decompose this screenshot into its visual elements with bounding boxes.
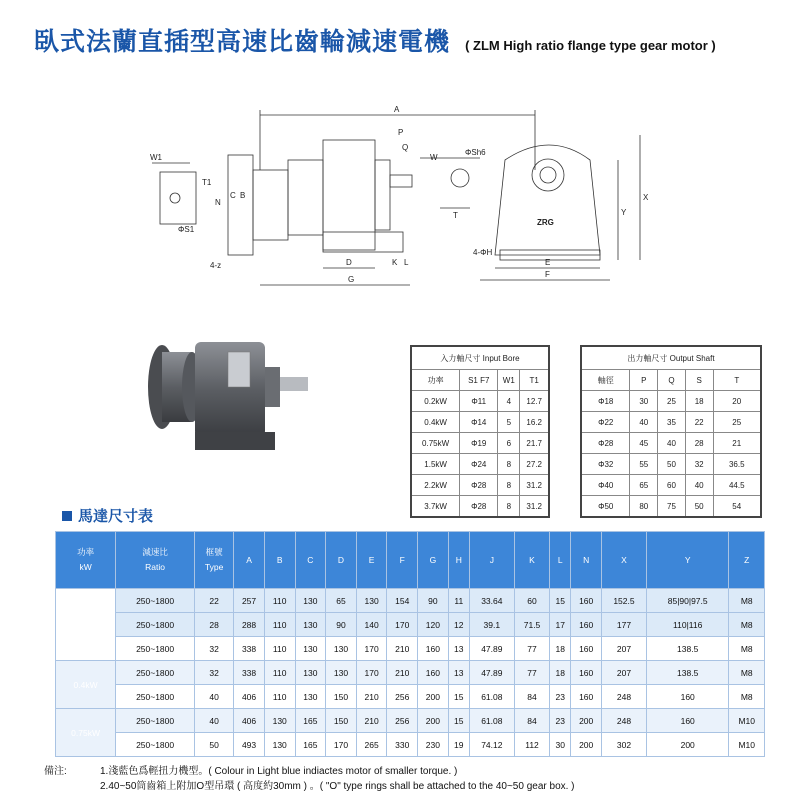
- table-cell: Φ18: [581, 391, 630, 412]
- table-row: [56, 685, 765, 709]
- table-cell: 60: [658, 475, 686, 496]
- table-cell: 152.5: [601, 589, 646, 613]
- table-cell: 250~1800: [116, 637, 195, 661]
- table-cell: 60: [514, 589, 549, 613]
- table-cell: Φ22: [581, 412, 630, 433]
- table-cell: 130: [295, 685, 326, 709]
- output-header: Q: [658, 370, 686, 391]
- table-cell: 36.5: [713, 454, 761, 475]
- table-cell: 32: [195, 637, 234, 661]
- dim-label-s1: ΦS1: [178, 225, 195, 234]
- table-cell: 2.2kW: [411, 475, 460, 496]
- table-cell: Φ28: [581, 433, 630, 454]
- table-cell: 84: [514, 709, 549, 733]
- table-cell: 200: [418, 685, 449, 709]
- table-row: [411, 496, 549, 518]
- gear-motor-photo: [140, 322, 320, 467]
- table-cell: 8: [498, 454, 520, 475]
- table-row: [56, 661, 765, 685]
- table-cell: M8: [729, 589, 765, 613]
- dim-label-4h: 4-ΦH: [473, 248, 493, 257]
- table-cell: 0.2kW: [411, 391, 460, 412]
- table-cell: 250~1800: [116, 661, 195, 685]
- table-cell: 257: [234, 589, 265, 613]
- table-cell: 40: [630, 412, 658, 433]
- table-cell: 230: [418, 733, 449, 757]
- table-cell: 256: [387, 709, 418, 733]
- table-cell: 406: [234, 709, 265, 733]
- table-cell: 74.12: [469, 733, 514, 757]
- table-cell: 130: [326, 661, 357, 685]
- dim-label-zrg: ZRG: [537, 218, 554, 227]
- notes-label: 備注:: [44, 766, 67, 777]
- table-cell: 160: [646, 709, 728, 733]
- table-cell: 45: [630, 433, 658, 454]
- note-line-1: 1.淺藍色爲輕扭力機型。( Colour in Light blue indiactes motor of smaller torque. ): [100, 766, 458, 777]
- table-cell: 50: [685, 496, 713, 518]
- output-table-body: [581, 391, 761, 518]
- dim-header: E: [356, 532, 387, 589]
- table-cell: 130: [295, 589, 326, 613]
- table-cell: 15: [550, 589, 571, 613]
- table-cell: 47.89: [469, 637, 514, 661]
- dim-label-k: K: [392, 258, 398, 267]
- table-row: [581, 475, 761, 496]
- dim-label-w: W: [430, 153, 438, 162]
- table-cell: 130: [326, 637, 357, 661]
- table-cell: 170: [326, 733, 357, 757]
- table-cell: 75: [658, 496, 686, 518]
- table-cell: 50: [658, 454, 686, 475]
- table-row: [581, 412, 761, 433]
- table-cell: 0.4kW: [411, 412, 460, 433]
- table-cell: 200: [571, 733, 602, 757]
- dim-label-g: G: [348, 275, 355, 284]
- page-title: [34, 22, 716, 58]
- table-cell: 130: [295, 637, 326, 661]
- table-cell: 77: [514, 661, 549, 685]
- dim-header: L: [550, 532, 571, 589]
- output-header: S: [685, 370, 713, 391]
- input-header: S1 F7: [460, 370, 498, 391]
- table-cell: 406: [234, 685, 265, 709]
- table-cell: 44.5: [713, 475, 761, 496]
- table-cell: 0.75kW: [411, 433, 460, 454]
- table-cell: 177: [601, 613, 646, 637]
- dim-label-t1: T1: [202, 178, 212, 187]
- table-cell: M8: [729, 661, 765, 685]
- dim-header: B: [264, 532, 295, 589]
- header-type: 框號 Type: [195, 532, 234, 589]
- dim-header: Y: [646, 532, 728, 589]
- table-cell: M10: [729, 733, 765, 757]
- table-row: [56, 709, 765, 733]
- table-cell: 22: [195, 589, 234, 613]
- table-cell: 18: [550, 637, 571, 661]
- table-cell: 15: [448, 685, 469, 709]
- table-cell: 27.2: [520, 454, 549, 475]
- table-cell: 248: [601, 709, 646, 733]
- dim-label-p: P: [398, 128, 404, 137]
- table-cell: 40: [195, 685, 234, 709]
- table-cell: 138.5: [646, 637, 728, 661]
- table-cell: 15: [448, 709, 469, 733]
- table-cell: Φ24: [460, 454, 498, 475]
- table-cell: 28: [685, 433, 713, 454]
- table-cell: 28: [195, 613, 234, 637]
- table-cell: 207: [601, 637, 646, 661]
- table-cell: 338: [234, 637, 265, 661]
- table-cell: 6: [498, 433, 520, 454]
- dim-header: F: [387, 532, 418, 589]
- dim-label-d: D: [346, 258, 352, 267]
- table-cell: 110|116: [646, 613, 728, 637]
- table-row: [56, 733, 765, 757]
- dim-label-y: Y: [621, 208, 627, 217]
- dim-header: Z: [729, 532, 765, 589]
- table-row: [56, 613, 765, 637]
- input-bore-table: [410, 345, 550, 518]
- table-cell: 31.2: [520, 475, 549, 496]
- dim-label-w1: W1: [150, 153, 162, 162]
- table-cell: 160: [571, 661, 602, 685]
- note-line-2: 2.40~50筒齒箱上附加O型吊環 ( 高度約30mm ) 。( "O" type rings shall be attached to the 40~50 gear box. ): [100, 781, 575, 792]
- table-cell: 110: [264, 613, 295, 637]
- table-cell: 8: [498, 496, 520, 518]
- notes: [44, 764, 575, 794]
- table-cell: 90: [418, 589, 449, 613]
- table-cell: Φ28: [460, 475, 498, 496]
- table-cell: 160: [571, 589, 602, 613]
- dim-label-c: C: [230, 191, 236, 200]
- table-cell: 12.7: [520, 391, 549, 412]
- table-cell: 112: [514, 733, 549, 757]
- table-cell: Φ14: [460, 412, 498, 433]
- table-cell: 16.2: [520, 412, 549, 433]
- table-cell: 31.2: [520, 496, 549, 518]
- table-cell: 18: [685, 391, 713, 412]
- table-cell: 210: [356, 709, 387, 733]
- table-cell: M8: [729, 613, 765, 637]
- dim-table-header: [56, 532, 765, 589]
- input-table-caption: 入力軸尺寸 Input Bore: [411, 346, 549, 370]
- table-cell: M8: [729, 685, 765, 709]
- table-cell: 50: [195, 733, 234, 757]
- dim-label-t: T: [453, 211, 458, 220]
- table-cell: 130: [295, 613, 326, 637]
- table-cell: 65: [326, 589, 357, 613]
- table-cell: Φ50: [581, 496, 630, 518]
- dim-label-e: E: [545, 258, 551, 267]
- table-cell: 207: [601, 661, 646, 685]
- dim-header: D: [326, 532, 357, 589]
- section-title: [62, 505, 153, 526]
- table-row: [56, 589, 765, 613]
- dim-header: C: [295, 532, 326, 589]
- dim-header: H: [448, 532, 469, 589]
- title-english: ( ZLM High ratio flange type gear motor ): [465, 38, 716, 53]
- table-cell: 170: [356, 637, 387, 661]
- dim-table-body: [56, 589, 765, 757]
- title-chinese: 臥式法蘭直插型高速比齒輪減速電機: [34, 27, 451, 56]
- table-cell: 84: [514, 685, 549, 709]
- dim-label-q: Q: [402, 143, 409, 152]
- table-cell: 256: [387, 685, 418, 709]
- header-ratio: 減速比 Ratio: [116, 532, 195, 589]
- table-cell: 210: [356, 685, 387, 709]
- dim-label-sh6: ΦSh6: [465, 148, 486, 157]
- table-cell: 160: [571, 637, 602, 661]
- table-cell: 54: [713, 496, 761, 518]
- output-shaft-table: [580, 345, 762, 518]
- input-header: T1: [520, 370, 549, 391]
- table-cell: 39.1: [469, 613, 514, 637]
- input-table-body: [411, 391, 549, 518]
- motor-dimension-table: [55, 531, 765, 757]
- technical-drawing: [140, 100, 660, 290]
- table-cell: 1.5kW: [411, 454, 460, 475]
- dim-label-l: L: [404, 258, 409, 267]
- table-cell: 90: [326, 613, 357, 637]
- table-cell: 11: [448, 589, 469, 613]
- output-header: 軸徑: [581, 370, 630, 391]
- output-header: T: [713, 370, 761, 391]
- power-cell: 0.75kW: [56, 709, 116, 757]
- table-cell: 160: [646, 685, 728, 709]
- dim-header: N: [571, 532, 602, 589]
- table-row: [581, 391, 761, 412]
- table-row: [411, 475, 549, 496]
- table-cell: 160: [571, 685, 602, 709]
- table-cell: 35: [658, 412, 686, 433]
- table-cell: 130: [264, 709, 295, 733]
- dim-header: K: [514, 532, 549, 589]
- table-row: [581, 496, 761, 518]
- input-header: 功率: [411, 370, 460, 391]
- table-cell: 160: [571, 613, 602, 637]
- table-cell: 12: [448, 613, 469, 637]
- table-cell: 13: [448, 637, 469, 661]
- section-square-icon: [62, 511, 72, 521]
- table-cell: Φ11: [460, 391, 498, 412]
- table-cell: Φ19: [460, 433, 498, 454]
- table-cell: 33.64: [469, 589, 514, 613]
- table-cell: 150: [326, 709, 357, 733]
- table-cell: 250~1800: [116, 709, 195, 733]
- dim-header: A: [234, 532, 265, 589]
- table-row: [411, 391, 549, 412]
- table-cell: 5: [498, 412, 520, 433]
- dim-label-b: B: [240, 191, 246, 200]
- table-cell: 32: [685, 454, 713, 475]
- table-cell: 110: [264, 661, 295, 685]
- table-cell: 140: [356, 613, 387, 637]
- table-cell: 8: [498, 475, 520, 496]
- table-cell: 23: [550, 709, 571, 733]
- table-cell: 3.7kW: [411, 496, 460, 518]
- table-cell: 170: [356, 661, 387, 685]
- input-header: W1: [498, 370, 520, 391]
- dim-label-f: F: [545, 270, 550, 279]
- table-cell: 130: [356, 589, 387, 613]
- table-cell: 110: [264, 589, 295, 613]
- table-cell: 338: [234, 661, 265, 685]
- header-power: 功率 kW: [56, 532, 116, 589]
- table-cell: 160: [418, 661, 449, 685]
- table-cell: 80: [630, 496, 658, 518]
- table-row: [581, 433, 761, 454]
- table-cell: 19: [448, 733, 469, 757]
- table-cell: 302: [601, 733, 646, 757]
- table-cell: 47.89: [469, 661, 514, 685]
- table-cell: 250~1800: [116, 733, 195, 757]
- table-cell: 150: [326, 685, 357, 709]
- table-cell: 165: [295, 709, 326, 733]
- table-cell: 21.7: [520, 433, 549, 454]
- table-cell: 25: [658, 391, 686, 412]
- table-cell: 61.08: [469, 685, 514, 709]
- dim-header: G: [418, 532, 449, 589]
- table-cell: 154: [387, 589, 418, 613]
- table-cell: M8: [729, 637, 765, 661]
- table-cell: 30: [630, 391, 658, 412]
- table-cell: 110: [264, 685, 295, 709]
- table-cell: 55: [630, 454, 658, 475]
- dim-label-n: N: [215, 198, 221, 207]
- table-cell: 288: [234, 613, 265, 637]
- dim-label-a: A: [394, 105, 400, 114]
- table-cell: 61.08: [469, 709, 514, 733]
- table-cell: 250~1800: [116, 613, 195, 637]
- table-cell: 200: [418, 709, 449, 733]
- table-cell: Φ40: [581, 475, 630, 496]
- table-cell: 85|90|97.5: [646, 589, 728, 613]
- dim-label-4z: 4-z: [210, 261, 222, 270]
- power-cell: 0.4kW: [56, 661, 116, 709]
- table-cell: 120: [418, 613, 449, 637]
- table-cell: 40: [195, 709, 234, 733]
- table-cell: 110: [264, 637, 295, 661]
- table-cell: 18: [550, 661, 571, 685]
- table-cell: 130: [295, 661, 326, 685]
- table-cell: 40: [658, 433, 686, 454]
- table-row: [411, 454, 549, 475]
- table-cell: 493: [234, 733, 265, 757]
- table-cell: 265: [356, 733, 387, 757]
- table-cell: 20: [713, 391, 761, 412]
- table-cell: M10: [729, 709, 765, 733]
- table-cell: 13: [448, 661, 469, 685]
- dim-header: J: [469, 532, 514, 589]
- table-cell: Φ28: [460, 496, 498, 518]
- output-table-caption: 出力軸尺寸 Output Shaft: [581, 346, 761, 370]
- table-cell: 4: [498, 391, 520, 412]
- table-cell: 170: [387, 613, 418, 637]
- output-header: P: [630, 370, 658, 391]
- table-cell: 77: [514, 637, 549, 661]
- table-cell: 200: [646, 733, 728, 757]
- table-cell: 22: [685, 412, 713, 433]
- table-cell: 330: [387, 733, 418, 757]
- table-cell: 65: [630, 475, 658, 496]
- table-cell: 25: [713, 412, 761, 433]
- table-cell: 130: [264, 733, 295, 757]
- section-title-text: 馬達尺寸表: [78, 507, 154, 525]
- table-cell: 21: [713, 433, 761, 454]
- power-cell: 0.2kW: [56, 589, 116, 661]
- table-cell: 248: [601, 685, 646, 709]
- table-cell: 250~1800: [116, 685, 195, 709]
- table-cell: 165: [295, 733, 326, 757]
- table-cell: 17: [550, 613, 571, 637]
- table-cell: 210: [387, 637, 418, 661]
- dim-header: X: [601, 532, 646, 589]
- table-cell: 71.5: [514, 613, 549, 637]
- table-cell: 40: [685, 475, 713, 496]
- table-cell: 138.5: [646, 661, 728, 685]
- table-cell: 160: [418, 637, 449, 661]
- table-cell: 250~1800: [116, 589, 195, 613]
- table-cell: 200: [571, 709, 602, 733]
- table-cell: Φ32: [581, 454, 630, 475]
- table-cell: 23: [550, 685, 571, 709]
- dim-label-x: X: [643, 193, 649, 202]
- table-cell: 30: [550, 733, 571, 757]
- table-row: [411, 412, 549, 433]
- table-row: [411, 433, 549, 454]
- table-row: [581, 454, 761, 475]
- table-row: [56, 637, 765, 661]
- table-cell: 210: [387, 661, 418, 685]
- table-cell: 32: [195, 661, 234, 685]
